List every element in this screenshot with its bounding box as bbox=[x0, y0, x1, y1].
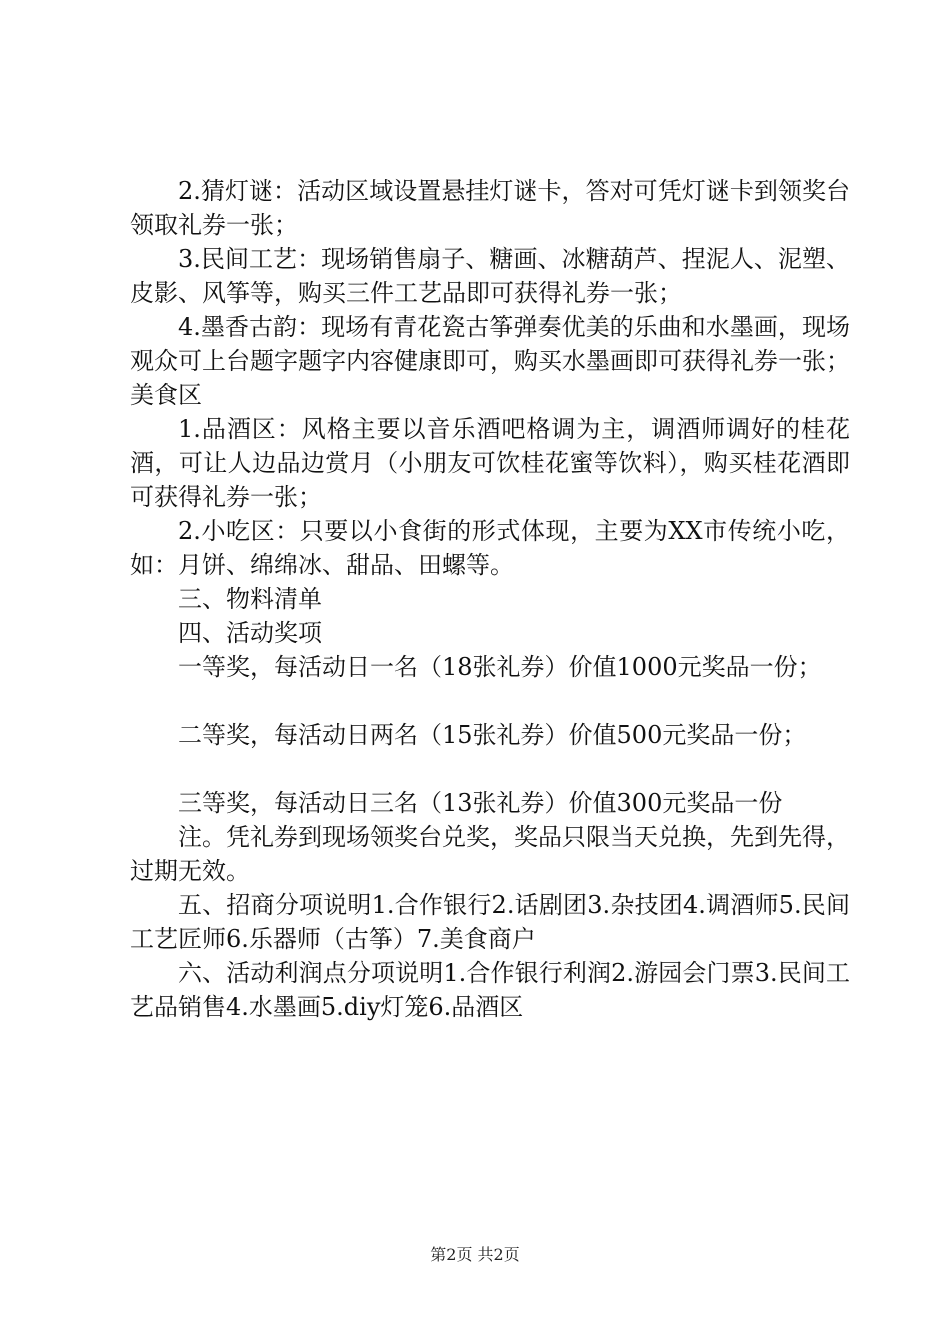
paragraph-lantern-riddles: 2.猜灯谜：活动区域设置悬挂灯谜卡，答对可凭灯谜卡到领奖台领取礼券一张； bbox=[130, 177, 850, 239]
paragraph-note: 注。凭礼券到现场领奖台兑奖，奖品只限当天兑换，先到先得，过期无效。 bbox=[130, 823, 850, 885]
paragraph-snack-area: 2.小吃区：只要以小食街的形式体现，主要为XX市传统小吃，如：月饼、绵绵冰、甜品、田螺等。 bbox=[130, 517, 850, 579]
paragraph-folk-crafts: 3.民间工艺：现场销售扇子、糖画、冰糖葫芦、捏泥人、泥塑、皮影、风筝等，购买三件工艺品即可获得礼券一张； bbox=[130, 245, 850, 307]
paragraph-sponsorship: 五、招商分项说明1.合作银行2.话剧团3.杂技团4.调酒师5.民间工艺匠师6.乐器师（古筝）7.美食商户 bbox=[130, 891, 850, 953]
paragraph-third-prize: 三等奖，每活动日三名（13张礼券）价值300元奖品一份 bbox=[178, 789, 783, 817]
paragraph-profit-points: 六、活动利润点分项说明1.合作银行利润2.游园会门票3.民间工艺品销售4.水墨画5.diy灯笼6.品酒区 bbox=[130, 959, 850, 1021]
document-body bbox=[130, 174, 850, 1024]
paragraph-wine-tasting: 1.品酒区：风格主要以音乐酒吧格调为主，调酒师调好的桂花酒，可让人边品边赏月（小朋友可饮桂花蜜等饮料），购买桂花酒即可获得礼券一张； bbox=[130, 415, 850, 511]
paragraph-ink-painting: 4.墨香古韵：现场有青花瓷古筝弹奏优美的乐曲和水墨画，现场观众可上台题字题字内容健康即可，购买水墨画即可获得礼券一张；美食区 bbox=[130, 313, 850, 409]
heading-activity-prizes: 四、活动奖项 bbox=[178, 619, 322, 647]
heading-materials-list: 三、物料清单 bbox=[178, 585, 322, 613]
page-footer: 第2页 共2页 bbox=[430, 1245, 520, 1264]
paragraph-second-prize: 二等奖，每活动日两名（15张礼券）价值500元奖品一份； bbox=[178, 721, 807, 749]
paragraph-first-prize: 一等奖，每活动日一名（18张礼券）价值1000元奖品一份； bbox=[178, 653, 822, 681]
